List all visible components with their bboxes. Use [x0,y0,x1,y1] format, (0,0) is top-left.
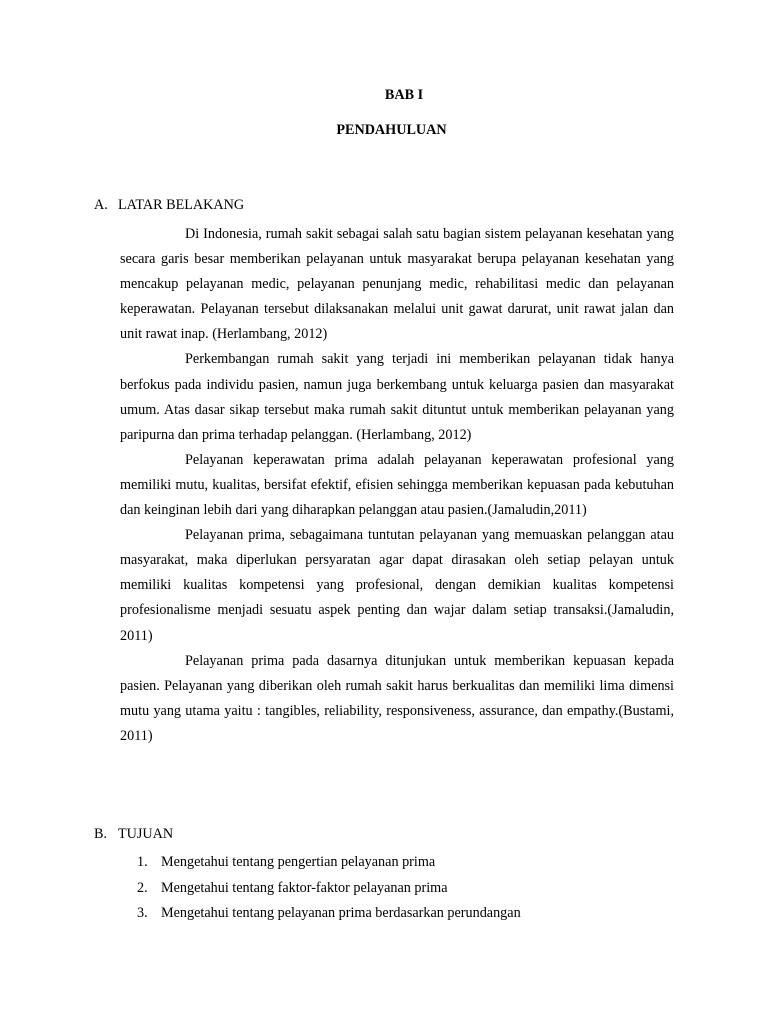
list-item-number: 3. [137,905,148,921]
paragraph-2: Perkembangan rumah sakit yang terjadi ini memberikan pelayanan tidak hanya berfokus pada individu pasien, namun juga berkembang untuk keluarga pasien dan masyarakat umum. Atas dasar sikap tersebut maka rumah sakit dituntut untuk memberikan pelayanan yang paripurna dan prima terhadap pelanggan. (Herlambang, 2012) [120,351,674,443]
paragraph-4: Pelayanan prima, sebagaimana tuntutan pelayanan yang memuaskan pelanggan atau masyarakat, maka diperlukan persyaratan agar dapat dirasakan oleh setiap pelayan untuk memiliki kualitas kompetensi yang profesional, dengan demikian kualitas kompetensi profesionalisme menjadi sesuatu aspek penting dan wajar dalam setiap transaksi.(Jamaludin, 2011) [120,527,674,644]
list-item-number: 2. [137,879,148,896]
section-b-heading [94,826,173,843]
paragraph-5: Pelayanan prima pada dasarnya ditunjukan untuk memberikan kepuasan kepada pasien. Pelayanan yang diberikan oleh rumah sakit harus berkualitas dan memiliki lima dimensi mutu yang utama yaitu : tangibles, reliability, responsiveness, assurance, dan empathy.(Bustami, 2011) [120,652,674,744]
list-item-text: Mengetahui tentang faktor-faktor pelayanan prima [161,879,448,896]
list-item [137,901,521,927]
section-a-heading [94,197,244,214]
chapter-number: BAB I [384,87,424,103]
section-b-title: TUJUAN [118,826,174,842]
goal-list [137,850,521,927]
section-a-title: LATAR BELAKANG [118,197,245,213]
list-item-number: 1. [137,854,148,870]
list-item-text: Mengetahui tentang pengertian pelayanan prima [161,854,436,870]
list-item [137,876,521,902]
section-b-letter: B. [94,826,108,842]
list-item-text: Mengetahui tentang pelayanan prima berdasarkan perundangan [161,905,521,921]
list-item [137,850,521,876]
section-a-letter: A. [94,197,108,213]
background-body [120,222,674,749]
paragraph-3: Pelayanan keperawatan prima adalah pelayanan keperawatan profesional yang memiliki mutu, kualitas, bersifat efektif, efisien sehingga memberikan kepuasan pada kebutuhan dan keinginan lebih dari yang diharapkan pelanggan atau pasien.(Jamaludin,2011) [120,451,674,519]
chapter-title: PENDAHULUAN [336,122,447,138]
paragraph-1: Di Indonesia, rumah sakit sebagai salah satu bagian sistem pelayanan kesehatan yang secara garis besar memberikan pelayanan untuk masyarakat berupa pelayanan kesehatan yang mencakup pelayanan medic, pelayanan penunjang medic, rehabilitasi medic dan pelayanan keperawatan. Pelayanan tersebut dilaksanakan melalui unit gawat darurat, unit rawat jalan dan unit rawat inap. (Herlambang, 2012) [120,226,674,343]
